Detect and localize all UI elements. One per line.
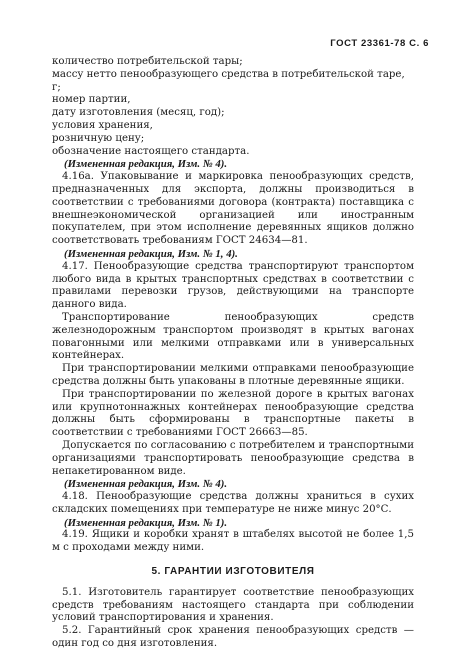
paragraph: номер партии, xyxy=(52,94,131,106)
paragraph: При транспортировании мелкими отправками пенообразующие средства должны быть упакованы в плотные деревянные ящики. xyxy=(52,363,414,387)
page-header: ГОСТ 23361-78 С. 6 xyxy=(330,38,429,49)
paragraph: 4.18. Пенообразующие средства должны храниться в сухих складских помещениях при температуре не ниже минус 20°С. xyxy=(52,491,414,515)
paragraph: розничную цену; xyxy=(52,132,145,144)
paragraph: При транспортировании по железной дороге в крытых вагонах или крупнотоннажных контейнерах пенообразующие средства должны быть сформированы в транспортные пакеты в соответствии с требованиями ГОСТ 26663—85. xyxy=(52,388,414,439)
amendment-note: (Измененная редакция, Изм. № 4). xyxy=(64,158,228,171)
paragraph: количество потребительской тары; xyxy=(52,56,243,67)
paragraph: 4.16а. Упаковывание и маркировка пенообразующих средств, предназначенных для экспорта, должны производиться в соответствии с требованиями договора (контракта) поставщика с внешнеэкономической организацией или иностранным покупателем, при этом исполнение деревянных ящиков должно соответствовать требованиям ГОСТ 24634—81. xyxy=(52,171,414,247)
paragraph: Допускается по согласованию с потребителем и транспортными организациями транспортировать пенообразующие средства в непакетированном виде. xyxy=(52,439,414,477)
paragraph: 4.19. Ящики и коробки хранят в штабелях высотой не более 1,5 м с проходами между ними. xyxy=(52,529,414,554)
amendment-note: (Измененная редакция, Изм. № 1). xyxy=(64,516,228,529)
paragraph: обозначение настоящего стандарта. xyxy=(52,145,250,157)
paragraph: массу нетто пенообразующего средства в потребительской таре, г; xyxy=(52,68,405,93)
amendment-note: (Измененная редакция, Изм. № 4). xyxy=(64,478,228,491)
paragraph: 5.1. Изготовитель гарантирует соответствие пенообразующих средств требованиям настоящего стандарта при соблюдении условий транспортирования и хранения. xyxy=(52,586,414,624)
paragraph: Транспортирование пенообразующих средств железнодорожным транспортом производят в крытых вагонах повагонными или мелкими отправками или в универсальных контейнерах. xyxy=(52,311,414,362)
document-body xyxy=(52,56,414,651)
paragraph: условия хранения, xyxy=(52,119,153,131)
paragraph: 4.17. Пенообразующие средства транспортируют транспортом любого вида в крытых транспортных средствах в соответствии с правилами перевозки грузов, действующими на транспорте данного вида. xyxy=(52,260,414,311)
paragraph: 5.2. Гарантийный срок хранения пенообразующих средств — один год со дня изготовления. xyxy=(52,625,414,650)
paragraph: дату изготовления (месяц, год); xyxy=(52,107,225,119)
amendment-note: (Измененная редакция, Изм. № 1, 4). xyxy=(64,247,238,260)
section-heading: 5. ГАРАНТИИ ИЗГОТОВИТЕЛЯ xyxy=(151,566,315,578)
